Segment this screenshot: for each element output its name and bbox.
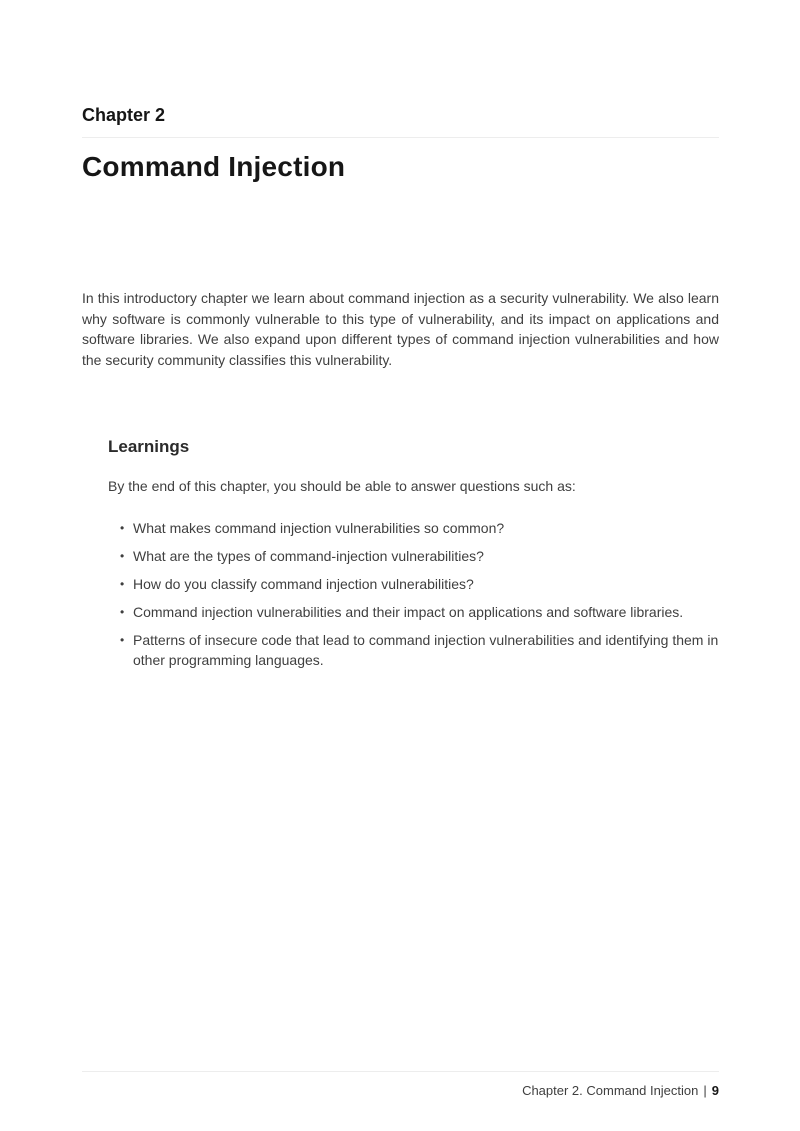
- learnings-lead: By the end of this chapter, you should be able to answer questions such as:: [108, 478, 576, 494]
- footer-divider: [82, 1071, 719, 1072]
- chapter-divider: [82, 137, 719, 138]
- chapter-label: Chapter 2: [82, 105, 166, 125]
- learning-item: • Patterns of insecure code that lead to command injection vulnerabilities and identifying them in other programming languages.: [108, 630, 719, 671]
- learning-item: • What makes command injection vulnerabilities so common?: [108, 518, 719, 539]
- learnings-heading: Learnings: [108, 437, 190, 456]
- page-footer: [82, 1071, 719, 1099]
- footer-chapter-text: Chapter 2. Command Injection: [522, 1083, 699, 1098]
- learnings-section: [108, 436, 719, 671]
- learnings-list: [108, 518, 719, 671]
- learning-item: • Command injection vulnerabilities and their impact on applications and software libraries.: [108, 602, 719, 623]
- footer-separator: |: [703, 1083, 707, 1098]
- intro-paragraph: In this introductory chapter we learn about command injection as a security vulnerability. We also learn why software is commonly vulnerable to this type of vulnerability, and its impact on applications and software libraries. We also expand upon different types of command injection vulnerabilities and how the security community classifies this vulnerability.: [82, 290, 719, 368]
- learning-item: • What are the types of command-injection vulnerabilities?: [108, 546, 719, 567]
- footer-line: [82, 1082, 719, 1099]
- learning-item: • How do you classify command injection vulnerabilities?: [108, 574, 719, 595]
- footer-page-number: 9: [711, 1083, 719, 1098]
- page-title: Command Injection: [82, 151, 346, 182]
